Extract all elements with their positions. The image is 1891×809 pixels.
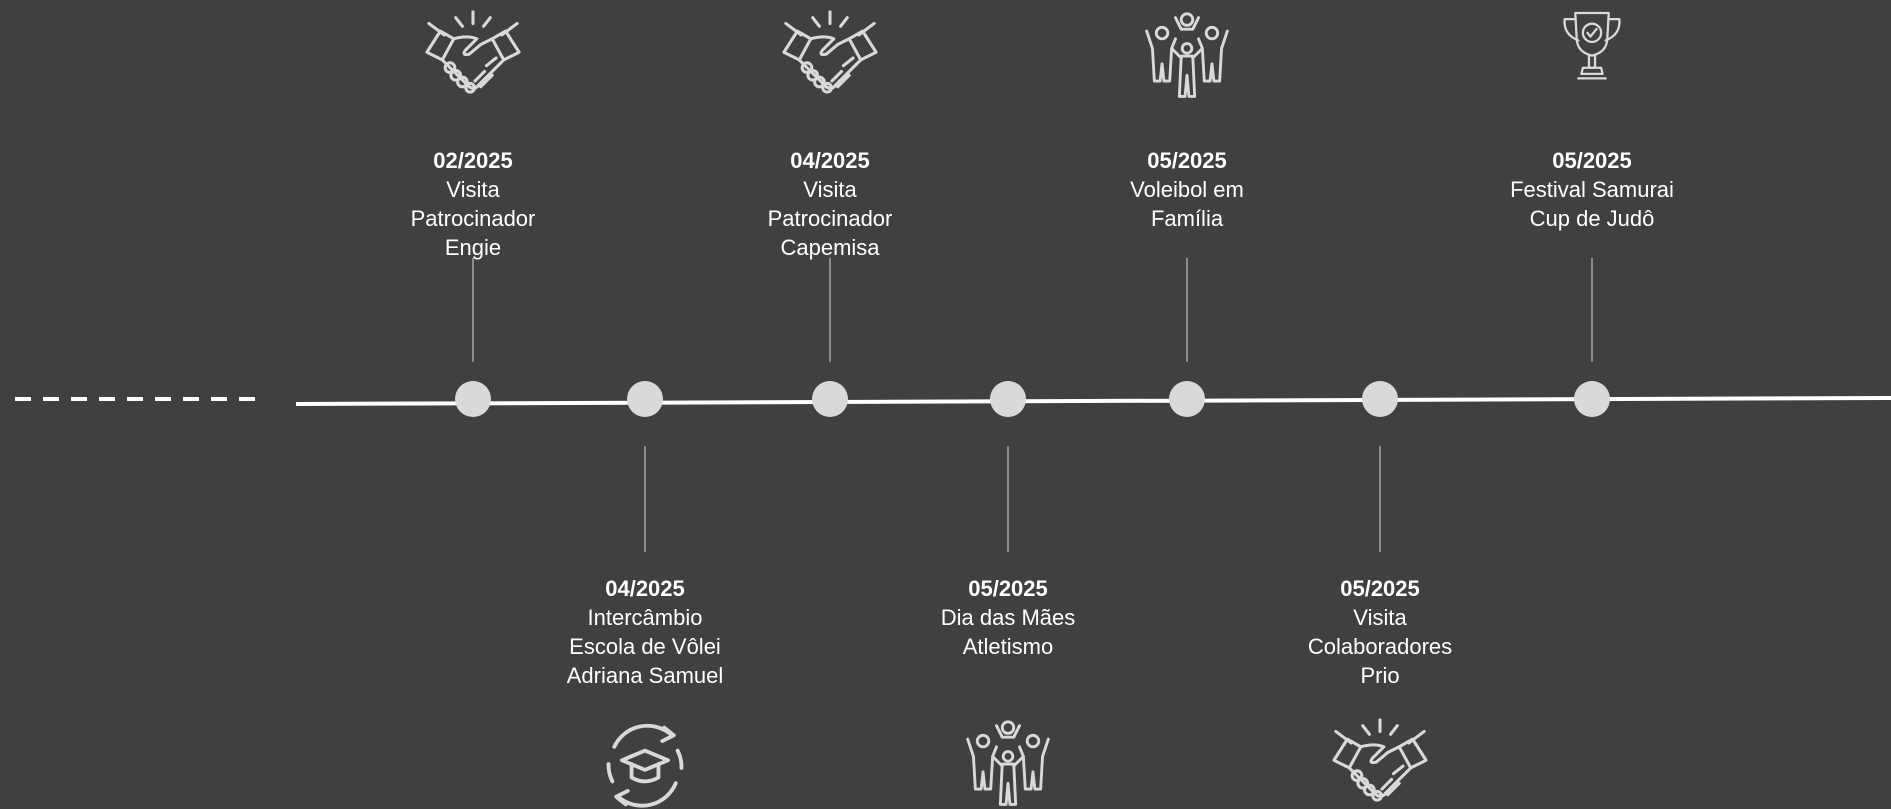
handshake-icon [1332,718,1428,809]
timeline-node [812,381,848,417]
event-title-line: Intercâmbio [587,605,703,630]
event-title-line: Capemisa [780,235,880,260]
event-title-line: Visita [803,177,857,202]
event-date: 05/2025 [1552,148,1632,173]
event-title-line: Patrocinador [410,206,536,231]
timeline-node [1574,381,1610,417]
event-title-line: Adriana Samuel [566,663,724,688]
family-group-icon [1139,10,1235,106]
event-date: 05/2025 [968,576,1048,601]
event-title-line: Patrocinador [767,206,893,231]
event-date: 02/2025 [433,148,513,173]
graduation-cycle-icon [597,718,693,809]
event-date: 04/2025 [605,576,685,601]
event-title-line: Dia das Mães [940,605,1076,630]
handshake-icon [425,10,521,106]
event-label [1270,574,1490,690]
timeline-node [990,381,1026,417]
timeline-node [455,381,491,417]
event-title-line: Prio [1360,663,1400,688]
event-date: 05/2025 [1340,576,1420,601]
event-date: 04/2025 [790,148,870,173]
event-label [1077,146,1297,233]
timeline-node [627,381,663,417]
event-title-line: Festival Samurai [1510,177,1674,202]
timeline-axis [296,398,1891,404]
event-title-line: Visita [446,177,500,202]
event-label [363,146,583,262]
event-title-line: Família [1150,206,1224,231]
event-title-line: Atletismo [962,634,1054,659]
trophy-icon [1554,10,1630,86]
event-title-line: Visita [1353,605,1407,630]
event-title-line: Voleibol em [1130,177,1244,202]
event-title-line: Engie [444,235,502,260]
event-label [720,146,940,262]
event-label [1482,146,1702,233]
family-group-icon [960,718,1056,809]
timeline-node [1362,381,1398,417]
event-label [535,574,755,690]
event-date: 05/2025 [1147,148,1227,173]
event-label [898,574,1118,661]
timeline-node [1169,381,1205,417]
event-title-line: Colaboradores [1307,634,1453,659]
event-title-line: Cup de Judô [1529,206,1655,231]
handshake-icon [782,10,878,106]
event-title-line: Escola de Vôlei [569,634,721,659]
